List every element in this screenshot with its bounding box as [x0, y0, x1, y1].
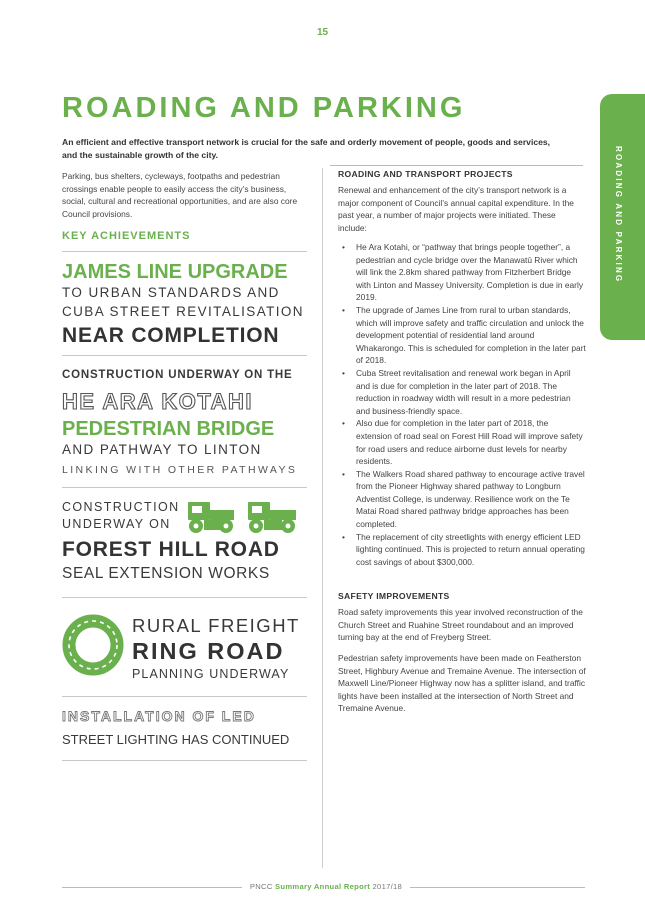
ring-road-status: PLANNING UNDERWAY — [132, 667, 290, 681]
footer — [246, 882, 406, 891]
james-line-subtitle-1: TO URBAN STANDARDS AND — [62, 285, 280, 300]
pedestrian-bridge-title: PEDESTRIAN BRIDGE — [62, 418, 275, 440]
divider — [62, 696, 307, 697]
led-subtitle: STREET LIGHTING HAS CONTINUED — [62, 732, 290, 747]
james-line-title: JAMES LINE UPGRADE — [62, 261, 288, 283]
forest-intro-2: UNDERWAY ON — [62, 517, 171, 531]
roading-projects-heading: ROADING AND TRANSPORT PROJECTS — [338, 169, 513, 179]
list-item: • The upgrade of James Line from rural to urban standards, which will improve safety and traffic circulation and unlock the development potential of residential land around Whakarongo. This is scheduled for completion in the later part of 2018. — [338, 304, 586, 367]
roller-truck-icon — [186, 498, 302, 534]
safety-heading: SAFETY IMPROVEMENTS — [338, 591, 450, 601]
forest-hill-title: FOREST HILL ROAD — [62, 538, 280, 561]
page-title: ROADING AND PARKING — [62, 92, 466, 124]
forest-intro-1: CONSTRUCTION — [62, 500, 180, 514]
divider — [62, 597, 307, 598]
page-number: 15 — [316, 27, 329, 38]
divider — [62, 487, 307, 488]
list-item: • Also due for completion in the later part of 2018, the extension of road seal on Forest Hill Road will improve safety for road users and reduce airborne dust levels for nearby residents. — [338, 417, 586, 467]
roading-projects-intro: Renewal and enhancement of the city’s transport network is a major component of Council’s annual capital expenditure. In the past year, a number of major projects were initiated. These include: — [338, 185, 574, 233]
list-item: • He Ara Kotahi, or “pathway that brings people together”, a pedestrian and cycle bridge over the Manawatū River which will link the 2.8km shared pathway from Fitzherbert Bridge with Linton and Massey University. Completion is due in early 2019. — [338, 241, 586, 304]
lead-paragraph: An efficient and effective transport network is crucial for the safe and orderly movement of people, goods and services, and the sustainable growth of the city. — [62, 137, 551, 160]
rural-freight-title: RURAL FREIGHT — [132, 615, 300, 636]
he-ara-note: LINKING WITH OTHER PATHWAYS — [62, 464, 298, 476]
led-title: INSTALLATION OF LED — [62, 708, 256, 724]
safety-paragraph-1: Road safety improvements this year involved reconstruction of the Church Street and Ruahine Street roundabout and an improved turning bay at the end of Freyberg Street. — [338, 607, 583, 643]
divider — [62, 251, 307, 252]
key-achievements-heading: KEY ACHIEVEMENTS — [62, 230, 191, 242]
column-divider — [322, 168, 323, 868]
divider — [62, 355, 307, 356]
james-line-status: NEAR COMPLETION — [62, 324, 280, 347]
projects-list — [338, 241, 586, 568]
divider — [62, 887, 242, 888]
divider — [330, 165, 583, 166]
ring-road-title: RING ROAD — [132, 638, 285, 664]
intro-paragraph: Parking, bus shelters, cycleways, footpaths and pedestrian crossings enable people to easily access the city’s business, social, cultural and recreational opportunities, and are also core Council provisions. — [62, 171, 298, 219]
list-item: • The replacement of city streetlights with energy efficient LED lighting continued. This is projected to return annual operating cost savings of about $300,000. — [338, 531, 586, 569]
safety-paragraph-2: Pedestrian safety improvements have been made on Featherston Street, Highbury Avenue and Tremaine Avenue. The intersection of Maxwell Line/Pioneer Highway now has a splitter island, and traffic lights have been installed at the intersection of North Street and Tremaine Avenue. — [338, 653, 586, 714]
he-ara-subtitle: AND PATHWAY TO LINTON — [62, 442, 262, 457]
side-tab-label: ROADING AND PARKING — [614, 146, 623, 284]
forest-hill-subtitle: SEAL EXTENSION WORKS — [62, 565, 270, 582]
james-line-subtitle-2: CUBA STREET REVITALISATION — [62, 304, 304, 319]
footer-report: Summary Annual Report — [275, 882, 371, 891]
footer-org: PNCC — [249, 882, 273, 891]
list-item: • Cuba Street revitalisation and renewal work began in April and is due for completion in the later part of 2018. The reduction in roadway width will result in a more pedestrian and business-friendly space. — [338, 367, 586, 417]
ring-road-icon — [62, 614, 124, 676]
he-ara-intro: CONSTRUCTION UNDERWAY ON THE — [62, 369, 293, 381]
footer-year: 2017/18 — [372, 882, 403, 891]
divider — [62, 760, 307, 761]
he-ara-title: HE ARA KOTAHI — [62, 389, 254, 414]
section-side-tab — [600, 94, 645, 340]
divider — [410, 887, 585, 888]
list-item: • The Walkers Road shared pathway to encourage active travel from the Pioneer Highway shared pathway to Longburn Adventist College, is underway. Resilience work on the Te Matai Road shared pathway bridge approaches has been completed. — [338, 468, 586, 531]
